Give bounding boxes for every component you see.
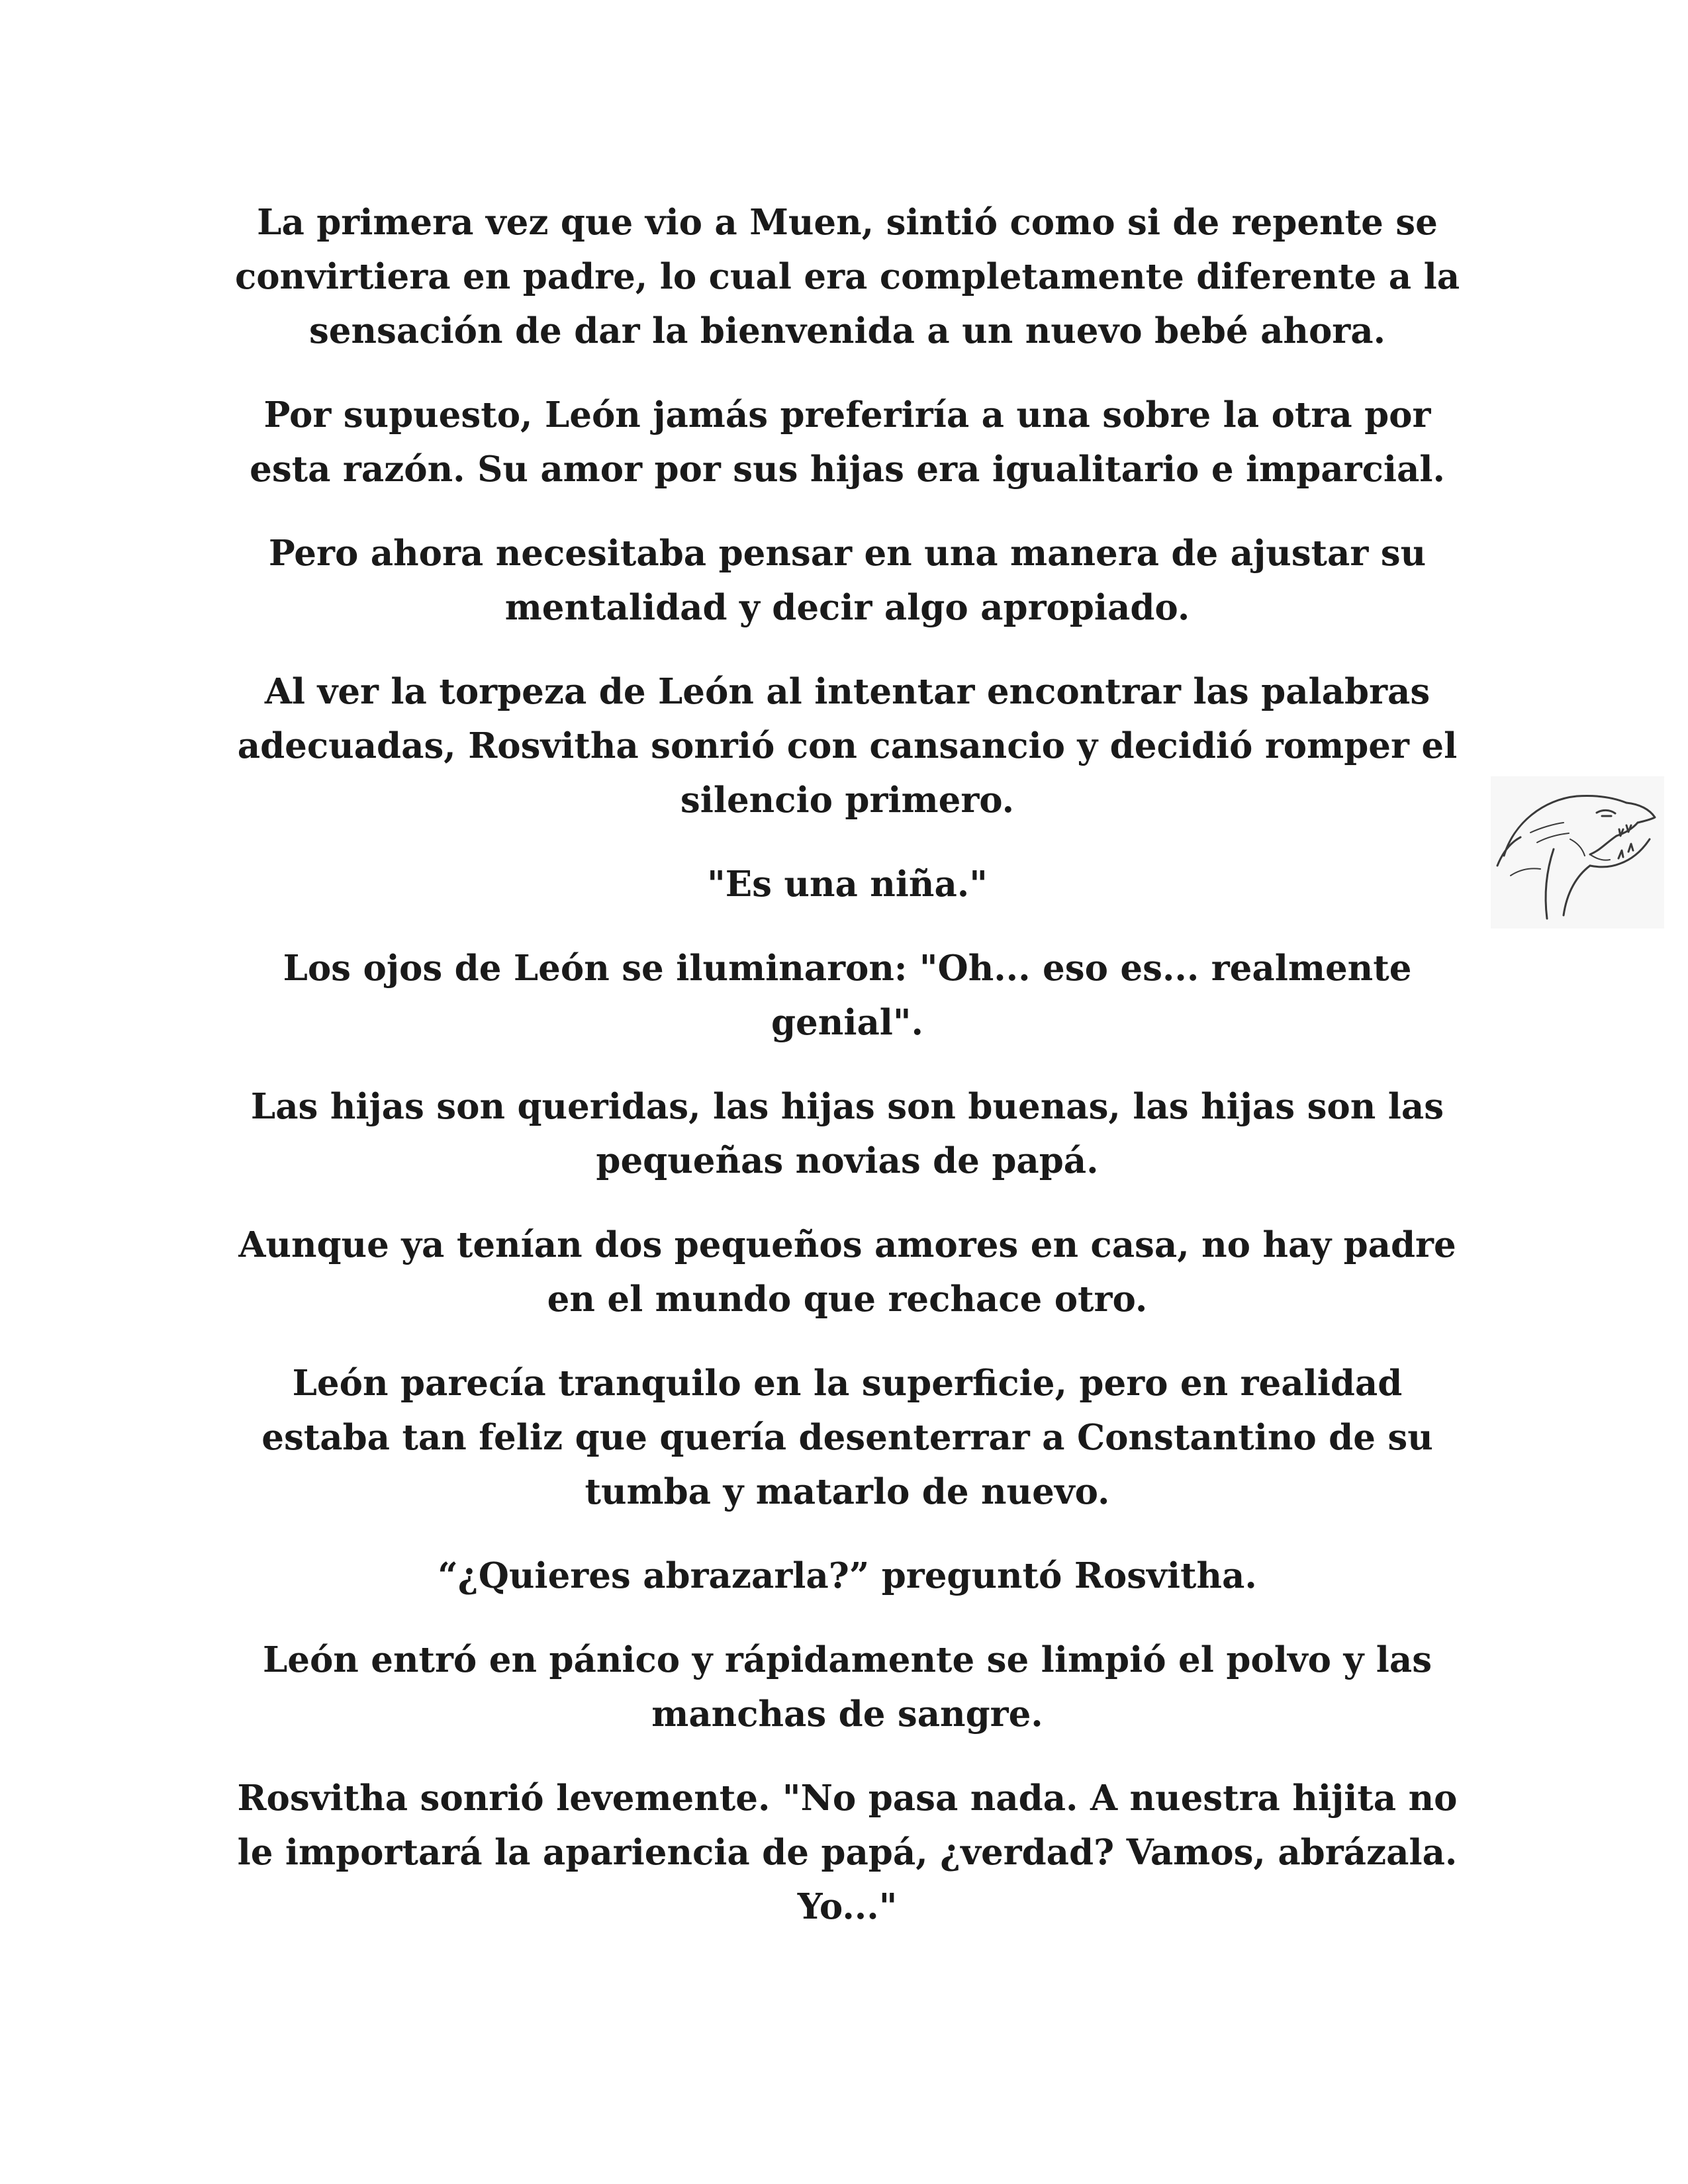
text-line: Pero ahora necesitaba pensar en una manera de ajustar su [268, 533, 1427, 574]
text-line: Yo..." [797, 1886, 898, 1927]
text-line: silencio primero. [680, 780, 1015, 821]
text-line: sensación de dar la bienvenida a un nuevo bebé ahora. [308, 310, 1386, 351]
text-line: genial". [771, 1002, 923, 1043]
paragraph [225, 388, 1470, 496]
paragraph [225, 1079, 1470, 1188]
text-line: León parecía tranquilo en la superficie, pero en realidad [292, 1363, 1403, 1404]
paragraph [225, 1218, 1470, 1326]
paragraph [225, 526, 1470, 635]
text-line: León entró en pánico y rápidamente se limpió el polvo y las [262, 1639, 1432, 1680]
text-line: le importará la apariencia de papá, ¿verdad? Vamos, abrázala. [237, 1832, 1458, 1873]
text-line: pequeñas novias de papá. [596, 1140, 1099, 1181]
text-line: en el mundo que rechace otro. [547, 1279, 1148, 1320]
paragraph [225, 1771, 1470, 1934]
text-line: convirtiera en padre, lo cual era completamente diferente a la [234, 256, 1460, 297]
text-line: Las hijas son queridas, las hijas son buenas, las hijas son las [250, 1086, 1444, 1127]
dinosaur-head-sketch-icon [1491, 776, 1664, 929]
text-line: Los ojos de León se iluminaron: "Oh... eso es... realmente [283, 948, 1412, 989]
text-line: adecuadas, Rosvitha sonrió con cansancio y decidió romper el [237, 725, 1458, 766]
text-line: Aunque ya tenían dos pequeños amores en casa, no hay padre [238, 1224, 1456, 1265]
text-line: esta razón. Su amor por sus hijas era igualitario e imparcial. [250, 449, 1445, 490]
body-text [225, 195, 1470, 1964]
text-line: La primera vez que vio a Muen, sintió como si de repente se [257, 202, 1438, 243]
text-line: "Es una niña." [707, 864, 988, 905]
paragraph [225, 857, 1470, 911]
paragraph [225, 664, 1470, 827]
paragraph [225, 941, 1470, 1050]
paragraph [225, 1356, 1470, 1519]
text-line: Por supuesto, León jamás preferiría a una sobre la otra por [263, 394, 1431, 435]
text-line: tumba y matarlo de nuevo. [585, 1471, 1110, 1512]
text-line: estaba tan feliz que quería desenterrar a Constantino de su [261, 1417, 1433, 1458]
text-line: manchas de sangre. [651, 1694, 1043, 1735]
text-line: “¿Quieres abrazarla?” preguntó Rosvitha. [438, 1555, 1257, 1596]
text-line: mentalidad y decir algo apropiado. [504, 587, 1190, 628]
paragraph [225, 1549, 1470, 1603]
paragraph [225, 195, 1470, 358]
text-line: Rosvitha sonrió levemente. "No pasa nada. A nuestra hijita no [237, 1778, 1458, 1819]
paragraph [225, 1633, 1470, 1741]
text-line: Al ver la torpeza de León al intentar encontrar las palabras [264, 671, 1430, 712]
